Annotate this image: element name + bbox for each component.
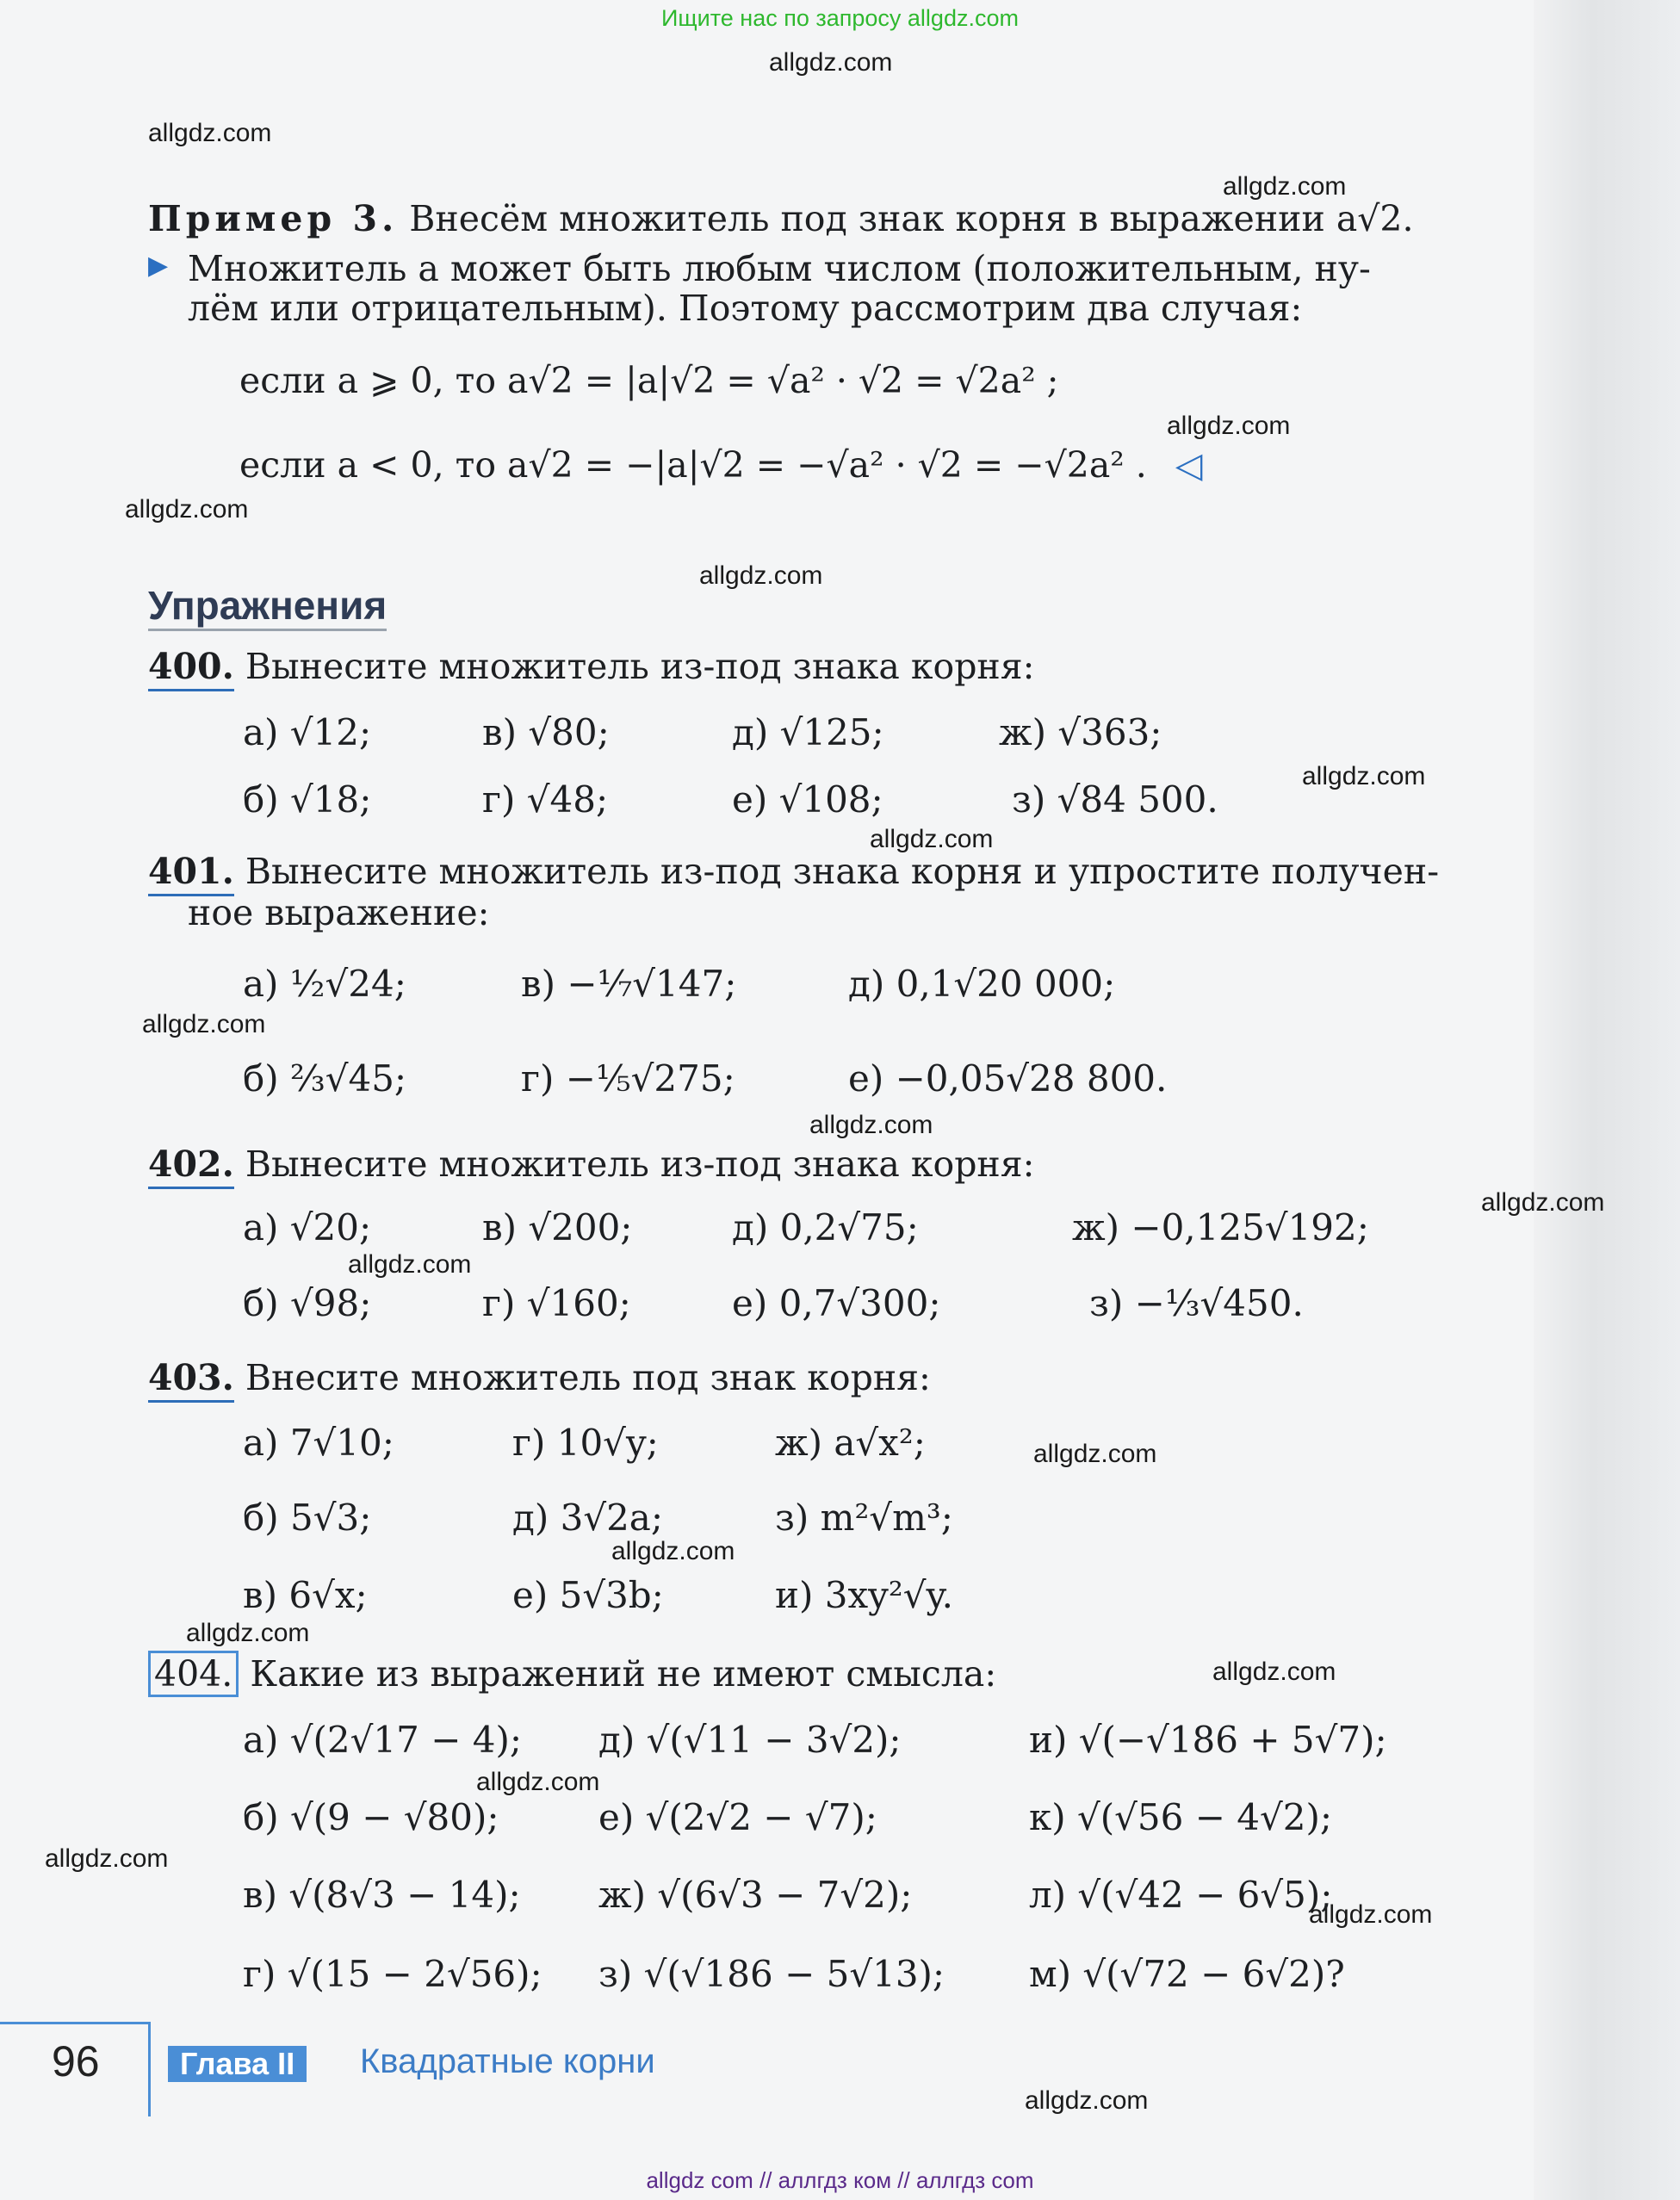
ex402-item: в) √200; [482, 1206, 633, 1249]
example-case-1: если a ⩾ 0, то a√2 = |a|√2 = √a² · √2 = √2a² ; [239, 360, 1059, 401]
ex403-item: б) 5√3; [243, 1497, 372, 1539]
watermark: allgdz.com [142, 1010, 266, 1038]
watermark: allgdz.com [1309, 1900, 1433, 1929]
example-text: Внесём множитель под знак корня в выражении a√2. [409, 198, 1414, 239]
ex402-item: г) √160; [482, 1282, 631, 1324]
watermark: allgdz.com [1033, 1440, 1157, 1468]
ex400-header [148, 648, 1034, 686]
watermark: allgdz.com [769, 48, 893, 77]
ex401-text-2: ное выражение: [188, 892, 490, 933]
ex400-item: г) √48; [482, 778, 609, 821]
ex404-item: л) √(√42 − 6√5); [1029, 1874, 1333, 1916]
top-banner[interactable]: Ищите нас по запросу allgdz.com [661, 5, 1019, 31]
ex401-number: 401. [148, 851, 234, 896]
ex404-item: д) √(√11 − 3√2); [598, 1719, 902, 1761]
ex403-number: 403. [148, 1357, 234, 1403]
ex403-item: д) 3√2a; [512, 1497, 663, 1539]
ex401-item: б) ⅔√45; [243, 1057, 407, 1100]
ex402-item: е) 0,7√300; [732, 1282, 941, 1324]
ex400-item: ж) √363; [999, 711, 1162, 753]
ex402-number: 402. [148, 1143, 234, 1189]
footer-rule [148, 2022, 151, 2116]
watermark: allgdz.com [45, 1844, 169, 1873]
ex400-item: з) √84 500. [1012, 778, 1218, 821]
ex403-item: з) m²√m³; [775, 1497, 953, 1539]
ex404-item: ж) √(6√3 − 7√2); [598, 1874, 913, 1916]
ex403-item: и) 3xy²√y. [775, 1574, 953, 1616]
example-line-3: лём или отрицательным). Поэтому рассмотрим два случая: [188, 288, 1303, 329]
ex400-item: е) √108; [732, 778, 883, 821]
ex404-item: в) √(8√3 − 14); [243, 1874, 521, 1916]
watermark: allgdz.com [870, 825, 994, 853]
bottom-banner[interactable]: allgdz com // аллгдз ком // аллгдз com [646, 2167, 1034, 2193]
ex402-item: б) √98; [243, 1282, 372, 1324]
ex402-item: з) −⅓√450. [1089, 1282, 1304, 1324]
ex400-text: Вынесите множитель из-под знака корня: [245, 646, 1035, 687]
page-edge-shadow [1534, 0, 1680, 2200]
watermark: allgdz.com [186, 1619, 310, 1647]
ex403-item: г) 10√y; [512, 1422, 659, 1464]
watermark: allgdz.com [699, 561, 823, 590]
ex404-item: м) √(√72 − 6√2)? [1029, 1953, 1345, 1995]
ex404-item: к) √(√56 − 4√2); [1029, 1796, 1332, 1838]
watermark: allgdz.com [1481, 1188, 1605, 1217]
ex401-header [148, 852, 1439, 891]
ex404-item: а) √(2√17 − 4); [243, 1719, 523, 1761]
ex403-item: е) 5√3b; [512, 1574, 664, 1616]
ex404-text: Какие из выражений не имеют смысла: [250, 1653, 997, 1695]
watermark: allgdz.com [125, 495, 249, 524]
watermark: allgdz.com [1025, 2086, 1149, 2115]
ex400-item: д) √125; [732, 711, 884, 753]
example-label: Пример 3. [148, 198, 399, 239]
ex403-item: ж) a√x²; [775, 1422, 926, 1464]
ex400-item: в) √80; [482, 711, 610, 753]
ex404-item: з) √(√186 − 5√13); [598, 1953, 945, 1995]
ex402-item: а) √20; [243, 1206, 372, 1249]
ex403-text: Внесите множитель под знак корня: [245, 1357, 931, 1398]
watermark: allgdz.com [1302, 762, 1426, 790]
ex400-item: а) √12; [243, 711, 372, 753]
ex403-header [148, 1359, 931, 1397]
ex404-item: б) √(9 − √80); [243, 1796, 499, 1838]
ex404-header [148, 1655, 996, 1694]
example-case-2 [239, 446, 1202, 485]
chapter-title: Квадратные корни [360, 2042, 655, 2080]
ex400-item: б) √18; [243, 778, 372, 821]
ex403-item: в) 6√x; [243, 1574, 368, 1616]
ex404-number: 404. [148, 1651, 239, 1697]
watermark: allgdz.com [809, 1111, 933, 1139]
section-title: Упражнения [148, 582, 387, 631]
page-number: 96 [52, 2037, 100, 2085]
watermark: allgdz.com [1223, 172, 1347, 201]
ex404-item: и) √(−√186 + 5√7); [1029, 1719, 1387, 1761]
watermark: allgdz.com [611, 1537, 735, 1565]
example-line-1 [148, 200, 1414, 239]
ex401-item: г) −⅕√275; [521, 1057, 735, 1100]
ex402-text: Вынесите множитель из-под знака корня: [245, 1143, 1035, 1185]
ex401-text: Вынесите множитель из-под знака корня и упростите получен- [245, 851, 1440, 892]
ex402-item: д) 0,2√75; [732, 1206, 919, 1249]
ex401-item: а) ½√24; [243, 963, 406, 1005]
watermark: allgdz.com [476, 1768, 600, 1796]
ex401-item: в) −⅐√147; [521, 963, 737, 1005]
ex401-item: д) 0,1√20 000; [848, 963, 1116, 1005]
ex402-header [148, 1145, 1034, 1184]
chapter-label: Глава II [168, 2046, 307, 2082]
ex402-item: ж) −0,125√192; [1072, 1206, 1369, 1249]
example-case-2-text: если a < 0, то a√2 = −|a|√2 = −√a² · √2 = −√2a² . [239, 444, 1147, 486]
example-text-2: Множитель a может быть любым числом (положительным, ну- [188, 248, 1371, 289]
watermark: allgdz.com [148, 119, 272, 147]
ex403-item: а) 7√10; [243, 1422, 394, 1464]
play-arrow-icon: ▶ [148, 251, 169, 281]
watermark: allgdz.com [1167, 412, 1291, 440]
end-triangle-icon: ◁ [1175, 444, 1203, 486]
ex404-item: е) √(2√2 − √7); [598, 1796, 877, 1838]
watermark: allgdz.com [1212, 1658, 1336, 1686]
ex400-number: 400. [148, 646, 234, 691]
footer-rule [0, 2022, 151, 2024]
watermark: allgdz.com [348, 1250, 472, 1279]
ex404-item: г) √(15 − 2√56); [243, 1953, 542, 1995]
ex401-item: е) −0,05√28 800. [848, 1057, 1168, 1100]
example-line-2 [148, 248, 1371, 289]
